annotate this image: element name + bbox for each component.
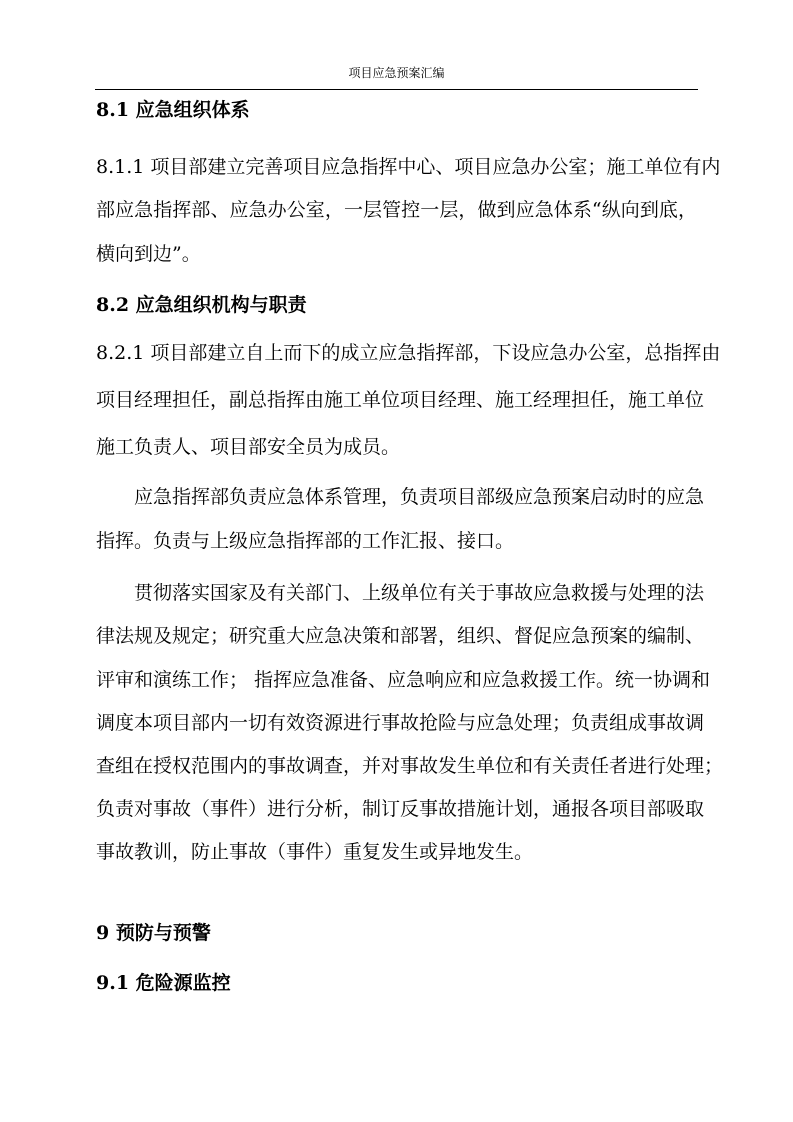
paragraph-line: 指挥。负责与上级应急指挥部的工作汇报、接口。 [96,530,515,552]
heading-9: 9 预防与预警 [96,922,211,944]
paragraph-line: 施工负责人、项目部安全员为成员。 [96,436,401,458]
header-rule [95,89,698,90]
heading-9-1: 9.1 危险源监控 [96,972,231,994]
paragraph-line: 项目经理担任，副总指挥由施工单位项目经理、施工经理担任，施工单位 [96,389,705,411]
paragraph-line: 调度本项目部内一切有效资源进行事故抢险与应急处理；负责组成事故调 [96,712,705,734]
paragraph-line: 查组在授权范围内的事故调查，并对事故发生单位和有关责任者进行处理； [96,755,724,777]
paragraph-line: 评审和演练工作； 指挥应急准备、应急响应和应急救援工作。统一协调和 [96,669,711,691]
paragraph-line: 律法规及规定；研究重大应急决策和部署，组织、督促应急预案的编制、 [96,625,705,647]
paragraph-line: 8.1.1 项目部建立完善项目应急指挥中心、项目应急办公室；施工单位有内 [96,156,721,178]
paragraph-line: 横向到边”。 [96,243,201,265]
heading-8-2: 8.2 应急组织机构与职责 [96,294,307,316]
paragraph-line: 负责对事故（事件）进行分析，制订反事故措施计划，通报各项目部吸取 [96,798,705,820]
heading-8-1: 8.1 应急组织体系 [96,99,250,121]
paragraph-line: 应急指挥部负责应急体系管理，负责项目部级应急预案启动时的应急 [134,486,705,508]
paragraph-line: 事故教训，防止事故（事件）重复发生或异地发生。 [96,841,534,863]
paragraph-line: 贯彻落实国家及有关部门、上级单位有关于事故应急救援与处理的法 [134,582,705,604]
running-header: 项目应急预案汇编 [348,66,445,80]
paragraph-line: 8.2.1 项目部建立自上而下的成立应急指挥部，下设应急办公室，总指挥由 [96,342,721,364]
paragraph-line: 部应急指挥部、应急办公室，一层管控一层，做到应急体系“纵向到底， [96,199,697,221]
